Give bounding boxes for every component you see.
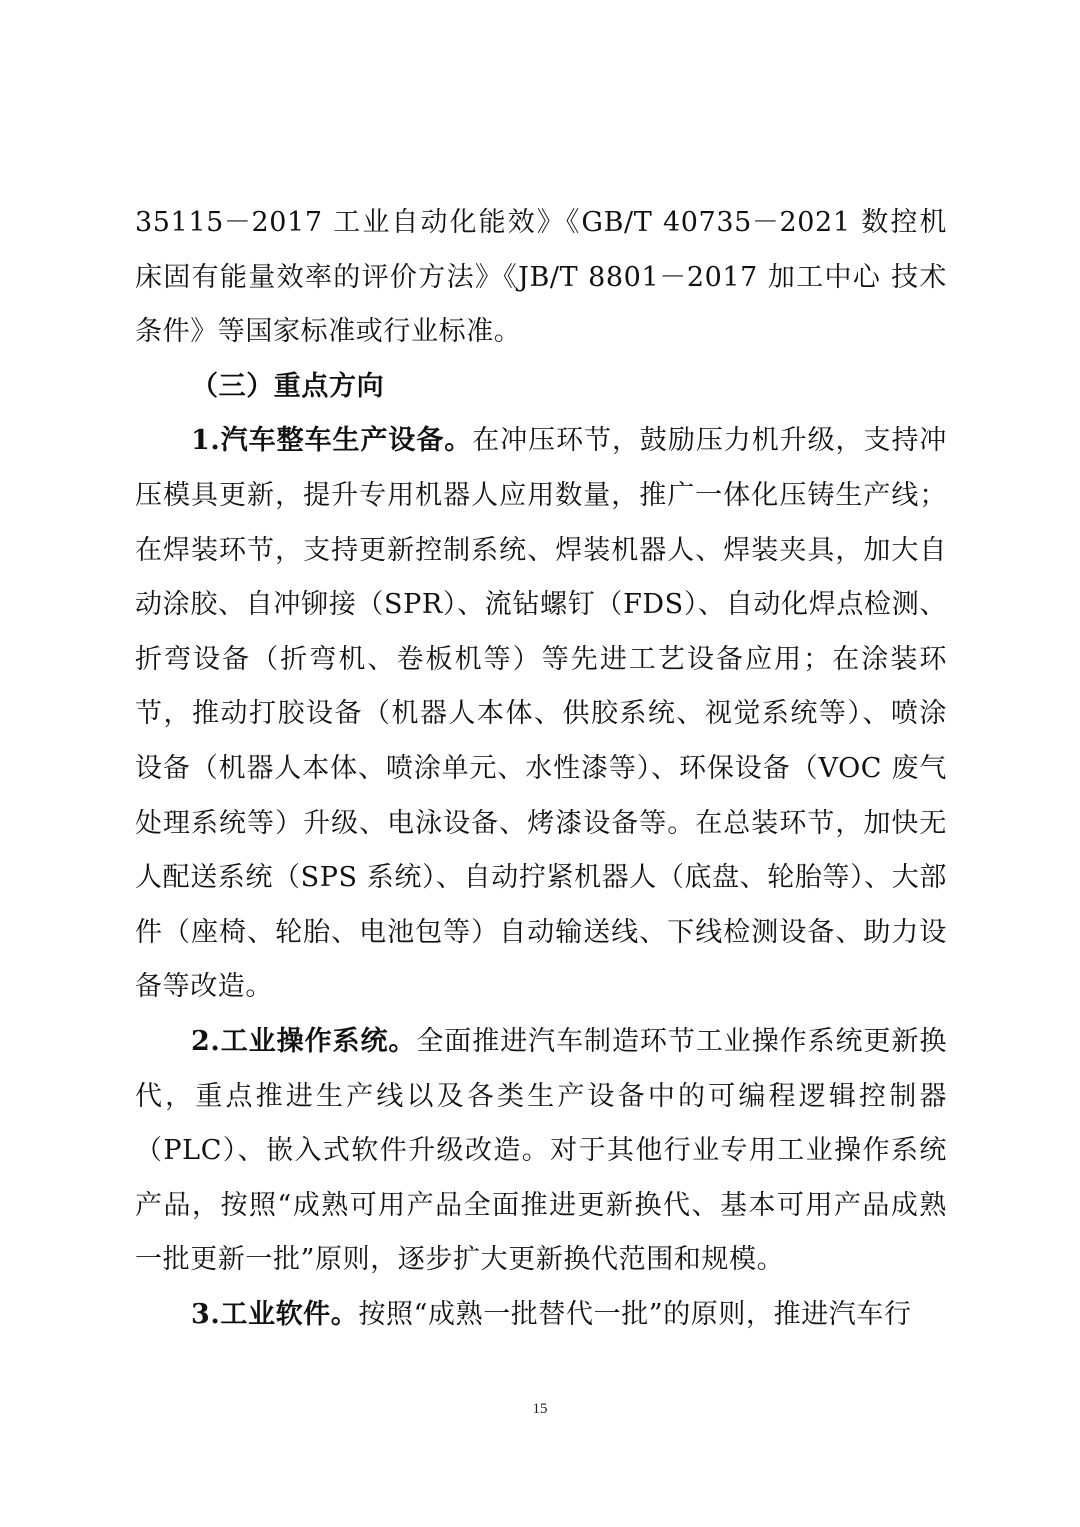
item-title-2: 2.工业操作系统。 [191,1025,417,1057]
continuation-paragraph: 35115－2017 工业自动化能效》《GB/T 40735－2021 数控机床固有能量效率的评价方法》《JB/T 8801－2017 加工中心 技术条件》等国家标准或行业标准。 [135,207,947,348]
item-body-1: 在冲压环节，鼓励压力机升级，支持冲压模具更新，提升专用机器人应用数量，推广一体化压铸生产线；在焊装环节，支持更新控制系统、焊装机器人、焊装夹具，加大自动涂胶、自冲铆接（SPR）、流钻螺钉（FDS）、自动化焊点检测、折弯设备（折弯机、卷板机等）等先进工艺设备应用；在涂装环节，推动打胶设备（机器人本体、供胶系统、视觉系统等）、喷涂设备（机器人本体、喷涂单元、水性漆等）、环保设备（VOC 废气处理系统等）升级、电泳设备、烤漆设备等。在总装环节，加快无人配送系统（SPS 系统）、自动拧紧机器人（底盘、轮胎等）、大部件（座椅、轮胎、电池包等）自动输送线、下线检测设备、助力设备等改造。 [135,425,947,1003]
section-heading: （三）重点方向 [191,370,385,402]
item-title-1: 1.汽车整车生产设备。 [191,425,473,457]
item-title-3: 3.工业软件。 [191,1298,359,1330]
item-paragraph-1 [135,414,947,1015]
item-body-3: 按照“成熟一批替代一批”的原则，推进汽车行 [358,1298,912,1330]
page-number: 15 [532,1401,548,1417]
item-paragraph-2 [135,1015,947,1288]
item-body-2: 全面推进汽车制造环节工业操作系统更新换代，重点推进生产线以及各类生产设备中的可编程逻辑控制器（PLC）、嵌入式软件升级改造。对于其他行业专用工业操作系统产品，按照“成熟可用产品全面推进更新换代、基本可用产品成熟一批更新一批”原则，逐步扩大更新换代范围和规模。 [135,1025,947,1276]
document-body [135,196,947,1342]
item-paragraph-3 [135,1288,947,1343]
